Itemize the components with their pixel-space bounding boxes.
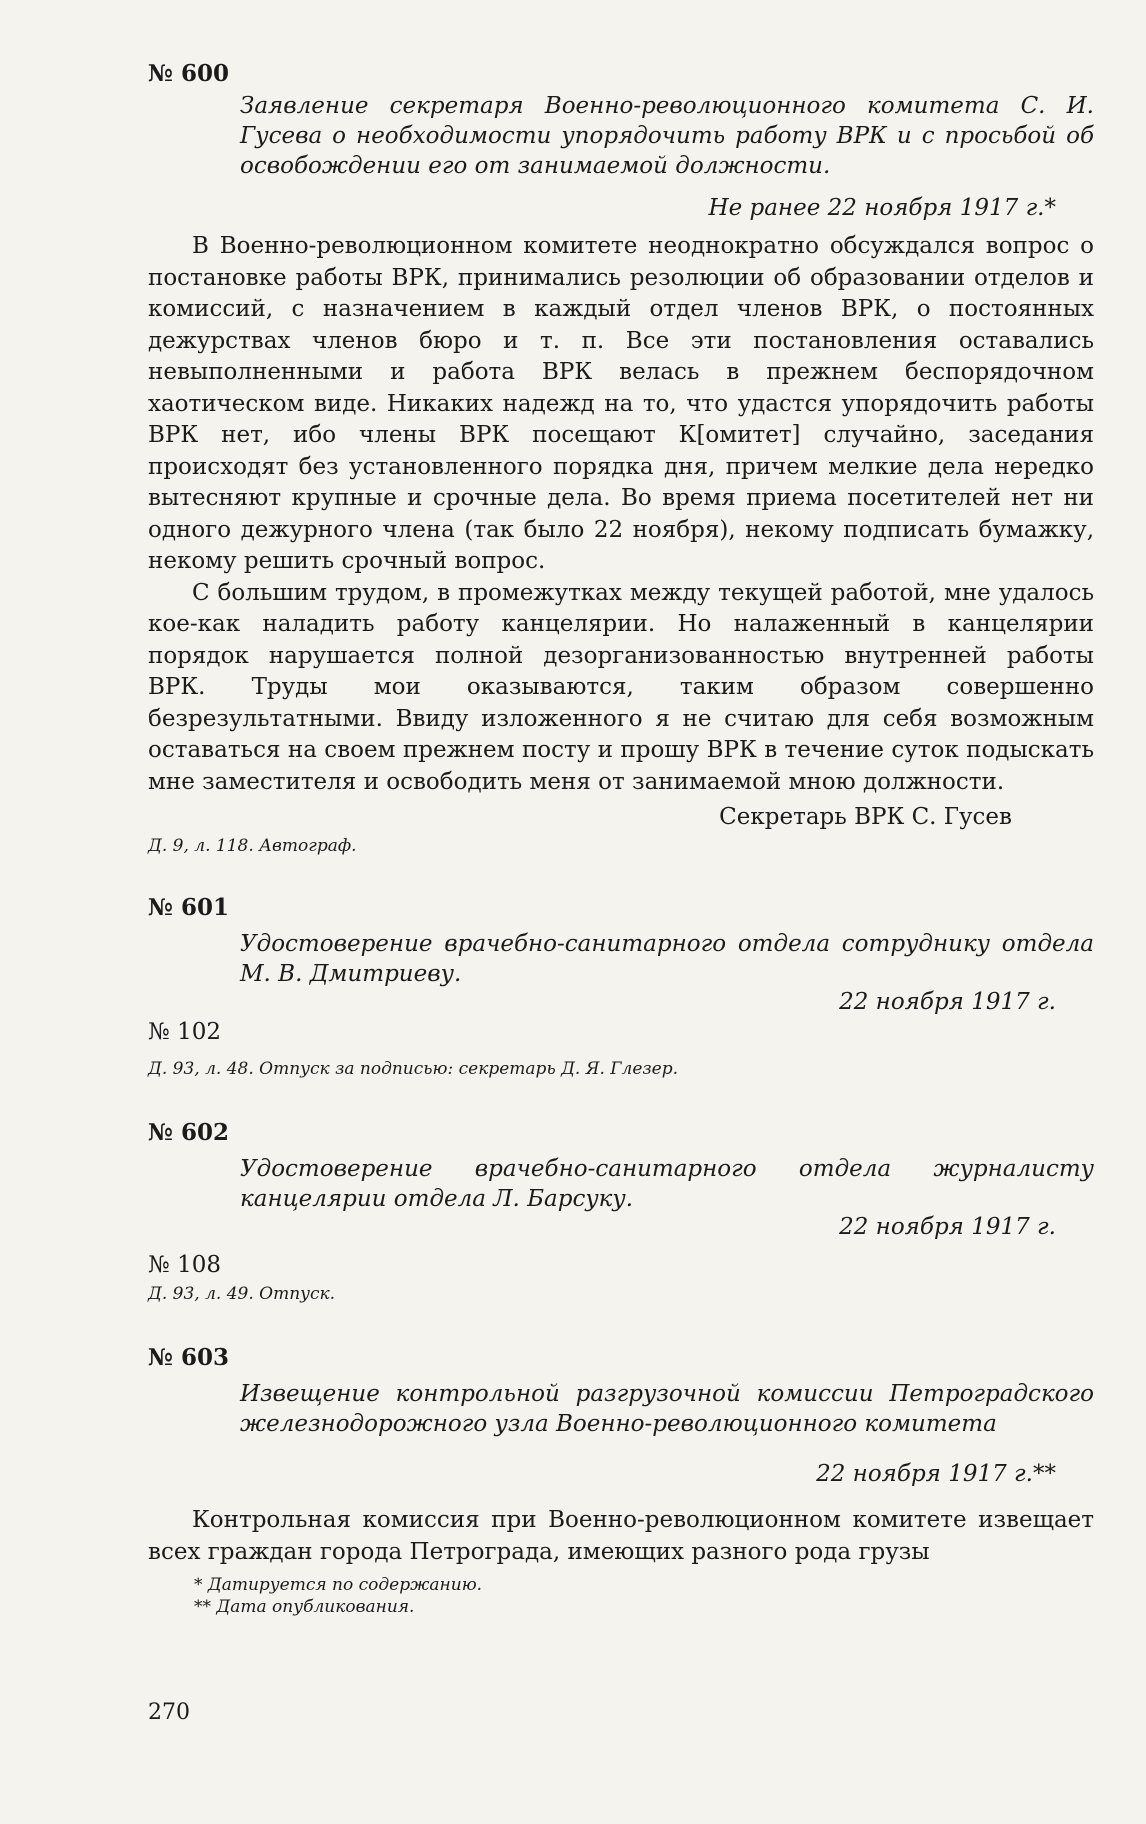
document-title: Удостоверение врачебно-санитарного отдела журналисту канцелярии отдела Л. Барсуку. [240,1156,1094,1212]
body-paragraph: С большим трудом, в промежутках между текущей работой, мне удалось кое-как наладить работу канцелярии. Но налаженный в канцелярии порядок нарушается полной дезорганизованностью внутренней работы ВРК. Труды мои оказываются, таким образом совершенно безрезультатными. Ввиду изложенного я не считаю для себя возможным оставаться на своем прежнем посту и прошу ВРК в течение суток подыскать мне заместителя и освободить меня от занимаемой мною должности. [148,579,1094,795]
document-title: Удостоверение врачебно-санитарного отдела сотруднику отдела М. В. Дмитриеву. [240,931,1094,987]
document-title: Заявление секретаря Военно-революционного комитета С. И. Гусева о необходимости упорядочить работу ВРК и с просьбой об освобождении его от занимаемой должности. [240,93,1094,179]
document-date: Не ранее 22 ноября 1917 г.* [708,195,1056,221]
footnote: * Датируется по содержанию. [194,1575,483,1595]
footnotes [194,1574,1094,1618]
archive-source: Д. 93, л. 49. Отпуск. [148,1284,336,1304]
signature: Секретарь ВРК С. Гусев [719,804,1012,830]
body-paragraph: Контрольная комиссия при Военно-революционном комитете извещает всех граждан города Петрограда, имеющих разного рода грузы [148,1507,1094,1565]
document-601 [148,894,1094,1079]
document-number: № 603 [148,1344,230,1371]
archive-source: Д. 93, л. 48. Отпуск за подписью: секретарь Д. Я. Глезер. [148,1059,679,1079]
registration-number: № 102 [148,1019,221,1045]
footnote: ** Дата опубликования. [194,1597,415,1617]
document-603 [148,1344,1094,1618]
document-number: № 600 [148,60,230,87]
document-number: № 602 [148,1119,230,1146]
document-date: 22 ноября 1917 г. [839,989,1056,1015]
page-number: 270 [148,1700,190,1725]
document-600 [148,60,1094,856]
document-602 [148,1119,1094,1304]
body-paragraph: В Военно-революционном комитете неоднократно обсуждался вопрос о постановке работы ВРК, принимались резолюции об образовании отделов и комиссий, с назначением в каждый отдел членов ВРК, о постоянных дежурствах членов бюро и т. п. Все эти постановления оставались невыполненными и работа ВРК велась в прежнем беспорядочном хаотическом виде. Никаких надежд на то, что удастся упорядочить работы ВРК нет, ибо члены ВРК посещают К[омитет] случайно, заседания происходят без установленного порядка дня, причем мелкие дела нередко вытесняют крупные и срочные дела. Во время приема посетителей нет ни одного дежурного члена (так было 22 ноября), некому подписать бумажку, некому решить срочный вопрос. [148,233,1094,574]
registration-number: № 108 [148,1252,221,1278]
document-title: Извещение контрольной разгрузочной комиссии Петроградского железнодорожного узла Военно-революционного комитета [240,1381,1094,1437]
document-number: № 601 [148,894,230,921]
archive-source: Д. 9, л. 118. Автограф. [148,836,357,856]
document-date: 22 ноября 1917 г. [839,1214,1056,1240]
document-date: 22 ноября 1917 г.** [816,1461,1056,1487]
